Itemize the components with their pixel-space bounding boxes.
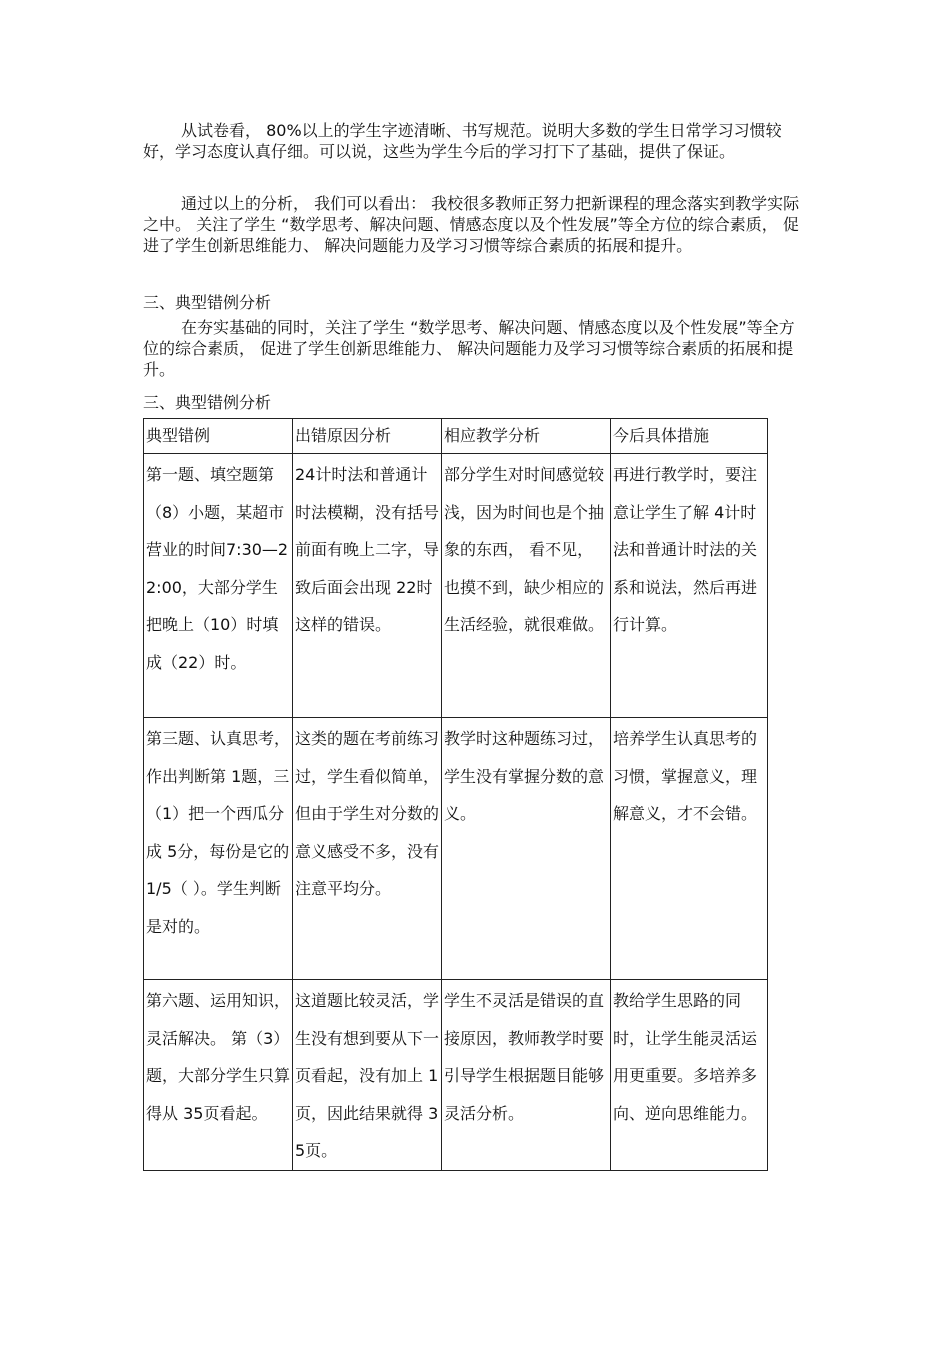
cell-teaching-analysis: 教学时这种题练习过，学生没有掌握分数的意义。	[442, 718, 611, 980]
cell-future-measures: 培养学生认真思考的习惯，掌握意义，理解意义，才不会错。	[611, 718, 768, 980]
cell-typical-error: 第六题、运用知识，灵活解决。 第（3）题，大部分学生只算得从 35页看起。	[144, 980, 293, 1171]
cell-typical-error: 第三题、认真思考，作出判断第 1题，三（1）把一个西瓜分成 5分，每份是它的 1/5（ ）。学生判断是对的。	[144, 718, 293, 980]
table-row	[144, 454, 768, 718]
cell-error-cause: 这类的题在考前练习过，学生看似简单，但由于学生对分数的意义感受不多，没有注意平均分。	[293, 718, 442, 980]
cell-error-cause: 24计时法和普通计时法模糊，没有括号前面有晚上二字，导致后面会出现 22时这样的错误。	[293, 454, 442, 718]
header-typical-error: 典型错例	[144, 419, 293, 454]
paragraph-handwriting: 从试卷看， 80%以上的学生字迹清晰、书写规范。说明大多数的学生日常学习习惯较好，学习态度认真仔细。可以说，这些为学生今后的学习打下了基础，提供了保证。	[143, 121, 782, 161]
cell-teaching-analysis: 学生不灵活是错误的直接原因，教师教学时要引导学生根据题目能够灵活分析。	[442, 980, 611, 1171]
paragraph-foundation: 在夯实基础的同时，关注了学生 “数学思考、解决问题、情感态度以及个性发展”等全方位的综合素质， 促进了学生创新思维能力、 解决问题能力及学习习惯等综合素质的拓展和提升。	[143, 318, 795, 379]
error-analysis-table	[143, 418, 768, 1171]
table-header-row	[144, 419, 768, 454]
header-error-cause: 出错原因分析	[293, 419, 442, 454]
header-future-measures: 今后具体措施	[611, 419, 768, 454]
cell-error-cause: 这道题比较灵活，学生没有想到要从下一页看起，没有加上 1页，因此结果就得 35页。	[293, 980, 442, 1171]
header-teaching-analysis: 相应教学分析	[442, 419, 611, 454]
paragraph-analysis-summary: 通过以上的分析， 我们可以看出： 我校很多教师正努力把新课程的理念落实到教学实际之中。 关注了学生 “数学思考、解决问题、情感态度以及个性发展”等全方位的综合素质， 促进了学生创新思维能力、 解决问题能力及学习习惯等综合素质的拓展和提升。	[143, 194, 800, 255]
section-heading-2: 三、典型错例分析	[143, 393, 272, 412]
cell-teaching-analysis: 部分学生对时间感觉较浅，因为时间也是个抽象的东西， 看不见，也摸不到，缺少相应的生活经验，就很难做。	[442, 454, 611, 718]
cell-future-measures: 教给学生思路的同时，让学生能灵活运用更重要。多培养多向、逆向思维能力。	[611, 980, 768, 1171]
cell-typical-error: 第一题、填空题第（8）小题，某超市营业的时间7:30—22:00，大部分学生把晚上（10）时填成（22）时。	[144, 454, 293, 718]
section-heading-1: 三、典型错例分析	[143, 293, 272, 312]
table-row	[144, 718, 768, 980]
table-row	[144, 980, 768, 1171]
cell-future-measures: 再进行教学时，要注意让学生了解 4计时法和普通计时法的关系和说法，然后再进行计算。	[611, 454, 768, 718]
